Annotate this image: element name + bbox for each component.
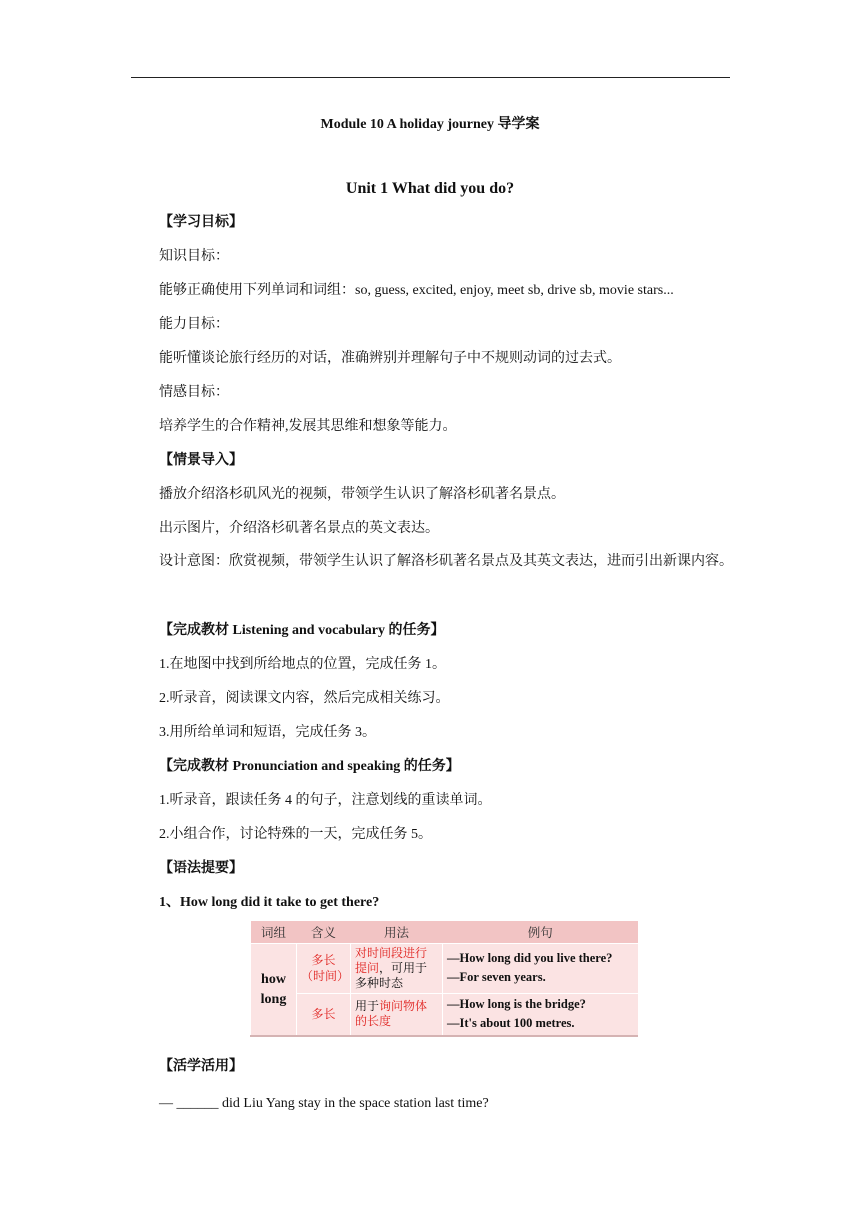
table-phrase: how long bbox=[251, 944, 297, 1037]
table-row-2-example-a: —It's about 100 metres. bbox=[447, 1016, 575, 1031]
table-header-example: 例句 bbox=[443, 921, 639, 944]
table-row-2-usage-prefix: 用于 bbox=[355, 999, 380, 1014]
pronunciation-heading: 【完成教材 Pronunciation and speaking 的任务】 bbox=[159, 759, 460, 774]
table-row-2-meaning: 多长 bbox=[297, 993, 351, 1036]
table-row-2-example-q: —How long is the bridge? bbox=[447, 997, 586, 1012]
table-row-1-example bbox=[443, 944, 639, 994]
table-row-1-meaning: 多长（时间） bbox=[297, 944, 351, 994]
unit-title: Unit 1 What did you do? bbox=[345, 180, 515, 197]
listening-item-1: 1.在地图中找到所给地点的位置，完成任务 1。 bbox=[159, 657, 446, 672]
intro-design: 设计意图：欣赏视频，带领学生认识了解洛杉矶著名景点及其英文表达，进而引出新课内容。 bbox=[159, 554, 733, 569]
table-row-1-usage bbox=[351, 944, 443, 994]
ability-label: 能力目标： bbox=[159, 317, 229, 332]
header-rule bbox=[131, 77, 730, 78]
pronunciation-item-2: 2.小组合作，讨论特殊的一天，完成任务 5。 bbox=[159, 827, 432, 842]
table-row-2-example bbox=[443, 993, 639, 1036]
table-header-meaning: 含义 bbox=[297, 921, 351, 944]
table-header-usage: 用法 bbox=[351, 921, 443, 944]
module-title: Module 10 A holiday journey 导学案 bbox=[320, 117, 540, 132]
grammar-point: 1、How long did it take to get there? bbox=[159, 895, 380, 910]
listening-item-3: 3.用所给单词和短语，完成任务 3。 bbox=[159, 725, 376, 740]
pronunciation-item-1: 1.听录音，跟读任务 4 的句子，注意划线的重读单词。 bbox=[159, 793, 492, 808]
ability-text: 能听懂谈论旅行经历的对话，准确辨别并理解句子中不规则动词的过去式。 bbox=[159, 351, 621, 366]
table-row-2-usage bbox=[351, 993, 443, 1036]
practice-question-1: — ______ did Liu Yang stay in the space station last time? bbox=[159, 1096, 489, 1111]
table-header-phrase: 词组 bbox=[251, 921, 297, 944]
grammar-table bbox=[250, 921, 638, 1037]
table-row-1-usage-rest: ，可用于多种时态 bbox=[355, 960, 428, 990]
knowledge-label: 知识目标： bbox=[159, 249, 229, 264]
table-row-1-usage-red: 对时间段进行提问 bbox=[355, 945, 428, 975]
practice-heading: 【活学活用】 bbox=[159, 1059, 243, 1074]
intro-line-2: 出示图片，介绍洛杉矶著名景点的英文表达。 bbox=[159, 521, 439, 536]
grammar-heading: 【语法提要】 bbox=[159, 861, 243, 876]
emotion-text: 培养学生的合作精神,发展其思维和想象等能力。 bbox=[159, 419, 457, 434]
table-row-1-example-a: —For seven years. bbox=[447, 970, 546, 985]
emotion-label: 情感目标： bbox=[159, 385, 229, 400]
table-row-2-usage-red: 询问物体的长度 bbox=[355, 999, 428, 1029]
table-row-1-example-q: —How long did you live there? bbox=[447, 951, 613, 966]
listening-item-2: 2.听录音，阅读课文内容，然后完成相关练习。 bbox=[159, 691, 450, 706]
listening-heading: 【完成教材 Listening and vocabulary 的任务】 bbox=[159, 623, 445, 638]
intro-line-1: 播放介绍洛杉矶风光的视频，带领学生认识了解洛杉矶著名景点。 bbox=[159, 487, 565, 502]
knowledge-text: 能够正确使用下列单词和词组：so, guess, excited, enjoy, meet sb, drive sb, movie stars... bbox=[159, 283, 674, 298]
objectives-heading: 【学习目标】 bbox=[159, 215, 243, 230]
intro-heading: 【情景导入】 bbox=[159, 453, 243, 468]
